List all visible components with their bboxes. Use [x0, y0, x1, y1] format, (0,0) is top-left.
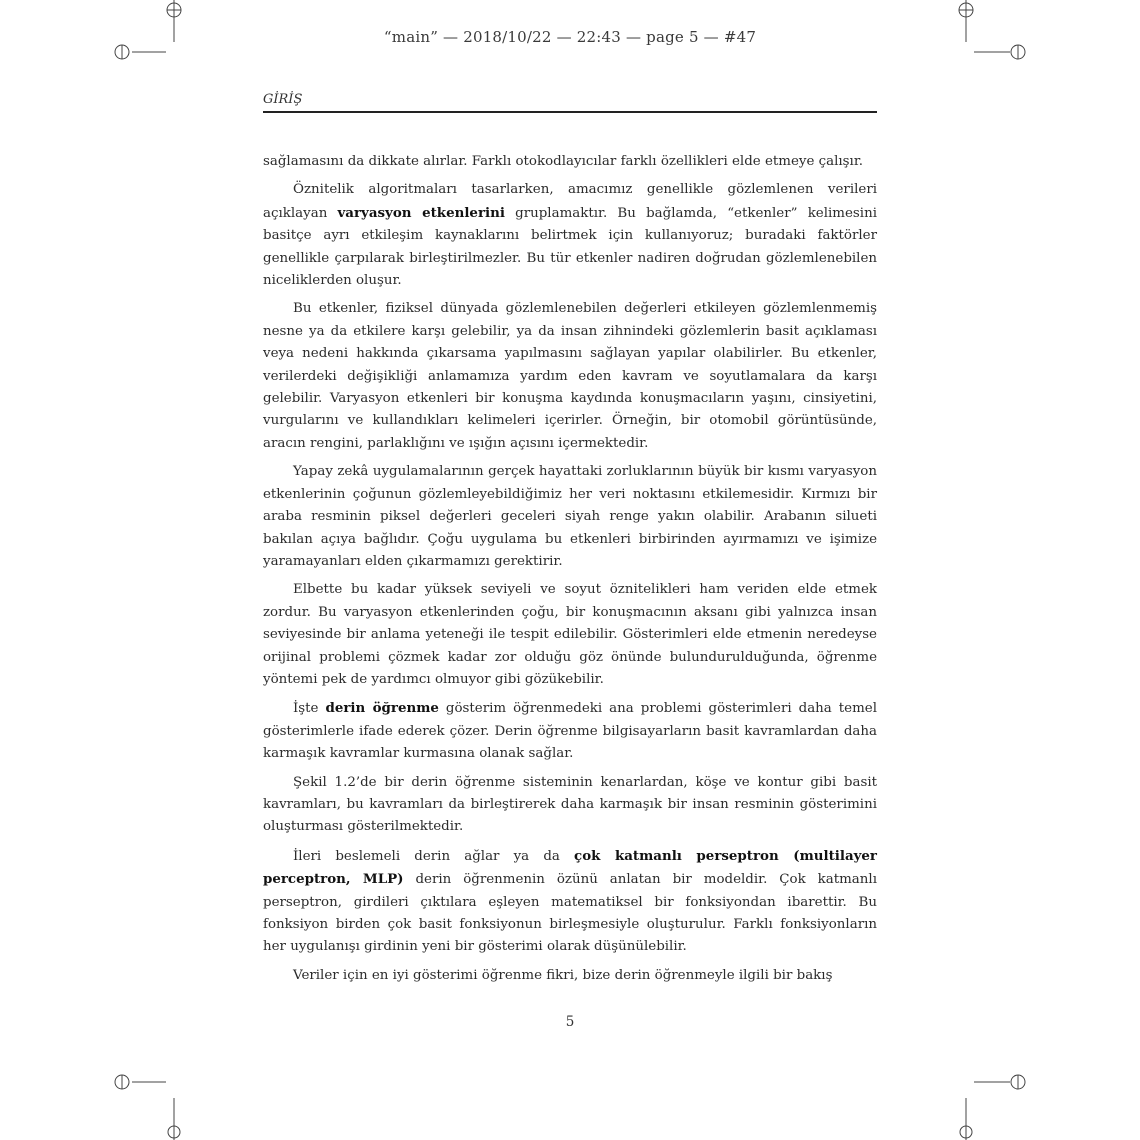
paragraph-text: gruplamaktır. Bu bağlamda, “etkenler” kelimesini basitçe ayrı etkileşim kaynaklarını belirtmek için kullanıyoruz; buradaki faktörler genellikle çarpılarak birleştirilmezler. Bu tür etkenler nadiren doğrudan gözlemlenebilen niceliklerden oluşur.: [263, 205, 877, 289]
paragraph: [263, 965, 877, 987]
bold-term: çok katmanlı perseptron (multilayer perceptron, MLP): [263, 847, 877, 888]
paragraph-text: Elbette bu kadar yüksek seviyeli ve soyut öznitelikleri ham veriden elde etmek zordur. Bu varyasyon etkenlerinden çoğu, bir konuşmacının aksanı gibi yalnızca insan seviyesinde bir anlama yeteneği ile tespit edilebilir. Gösterimleri elde etmenin neredeyse orijinal problemi çözmek kadar zor olduğu göz önünde bulundurulduğunda, öğrenme yöntemi pek de yardımcı olmuyor gibi gözükebilir.: [263, 582, 877, 687]
paragraph: [263, 772, 877, 839]
page-number: 5: [565, 1014, 575, 1030]
paragraph-text: derin öğrenmenin özünü anlatan bir modeldir. Çok katmanlı perseptron, girdileri çıktılara eşleyen matematiksel bir fonksiyondan ibarettir. Bu fonksiyon birden çok basit fonksiyonun birleşmesiyle oluşturulur. Farklı fonksiyonların her uygulanışı girdinin yeni bir gösterimi olarak düşünülebilir.: [263, 872, 877, 955]
paragraph: [263, 579, 877, 691]
paragraph-text: Şekil 1.2’de bir derin öğrenme sisteminin kenarlardan, köşe ve kontur gibi basit kavramları, bu kavramları da birleştirerek daha karmaşık bir insan resminin gösterimini oluşturması gösterilmektedir.: [263, 774, 877, 835]
paragraph-text: gösterim öğrenmedeki ana problemi gösterimleri daha temel gösterimlerle ifade ederek çözer. Derin öğrenme bilgisayarların basit kavramlardan daha karmaşık kavramlar kurmasına olanak sağlar.: [263, 701, 877, 762]
paragraph-text: Bu etkenler, fiziksel dünyada gözlemlenebilen değerleri etkileyen gözlemlenmemiş nesne ya da etkilere karşı gelebilir, ya da insan zihnindeki gözlemlerin basit açıklaması veya nedeni hakkında çıkarsama yapılmasını sağlayan yapılar olabilirler. Bu etkenler, verilerdeki değişikliği anlamamıza yardım eden kavram ve soyutlamalara da karşı gelebilir. Varyasyon etkenleri bir konuşma kaydında konuşmacıların yaşını, cinsiyetini, vurgularını ve kullandıkları kelimeleri içerirler. Örneğin, bir otomobil görüntüsünde, aracın rengini, parlaklığını ve ışığın açısını içermektedir.: [263, 301, 877, 451]
paragraph: [263, 845, 877, 959]
paragraph-text: Veriler için en iyi gösterimi öğrenme fikri, bize derin öğrenmeyle ilgili bir bakış: [293, 967, 833, 983]
crop-mark-bottom-right: [958, 1070, 1028, 1140]
paragraph-text: İşte: [293, 701, 326, 717]
paragraph: [263, 298, 877, 455]
paragraph: [263, 179, 877, 292]
bold-term: derin öğrenme: [325, 700, 439, 717]
paragraph-text: İleri beslemeli derin ağlar ya da: [293, 848, 575, 864]
body-text: [263, 151, 877, 993]
bold-term: varyasyon etkenlerini: [337, 204, 505, 221]
paragraph-text: Yapay zekâ uygulamalarının gerçek hayattaki zorluklarının büyük bir kısmı varyasyon etkenlerinin çoğunun gözlemleyebildiğimiz her veri noktasını etkilemesidir. Kırmızı bir araba resminin piksel değerleri geceleri siyah renge yakın olabilir. Arabanın silueti bakılan açıya bağlıdır. Çoğu uygulama bu etkenleri birbirinden ayırmamızı ve işimize yaramayanları elden çıkarmamızı gerektirir.: [263, 464, 877, 569]
paragraph-text: sağlamasını da dikkate alırlar. Farklı otokodlayıcılar farklı özellikleri elde etmeye çalışır.: [263, 154, 864, 169]
paragraph: [263, 461, 877, 573]
paragraph-text: Öznitelik algoritmaları tasarlarken, amacımız genellikle gözlemlenen verileri açıklayan: [263, 182, 877, 221]
chapter-heading: GİRİŞ: [263, 92, 877, 113]
crop-mark-bottom-left: [112, 1070, 182, 1140]
paragraph: [263, 697, 877, 765]
running-head: “main” — 2018/10/22 — 22:43 — page 5 — #47: [383, 28, 757, 46]
paragraph: [263, 151, 877, 173]
